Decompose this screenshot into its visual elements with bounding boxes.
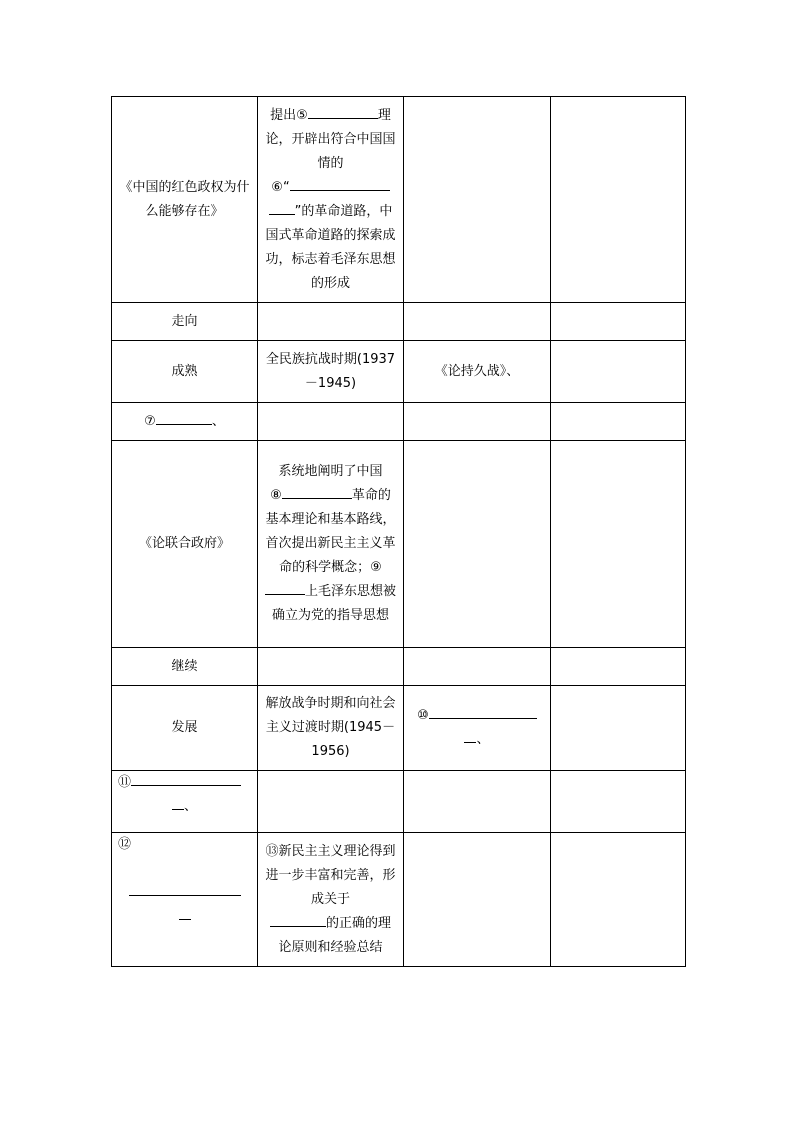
stage-label-cell [112,341,258,403]
empty-cell [258,303,404,341]
circled-number: ⑪ [118,775,132,790]
circled-number: ⑨ [370,560,382,575]
stage-label: 成熟 [171,363,198,379]
empty-cell [404,403,551,441]
outline-table [111,96,686,967]
circled-number: ⑦ [144,413,156,429]
empty-cell [258,648,404,686]
text-segment: 的正确的理论原则和经验总结 [278,915,391,955]
table-row [112,771,686,833]
text-segment: 、 [476,732,490,747]
fill-blank-5[interactable] [308,104,378,119]
fill-blank-11-cont[interactable] [172,795,184,810]
fill-blank-6[interactable] [290,176,390,191]
significance-cell [258,833,404,967]
text-segment: ⑥“ [271,179,290,195]
table-row [112,341,686,403]
significance-cell [258,441,404,648]
empty-cell [551,303,686,341]
period-text: 解放战争时期和向社会主义过渡时期(1945－1956) [265,696,396,759]
circled-number: ⑫ [118,837,132,852]
empty-cell [404,441,551,648]
blank-entry-cell [112,833,258,967]
stage-label: 发展 [171,720,198,735]
fill-blank-13[interactable] [270,912,326,927]
empty-cell [404,97,551,303]
empty-cell [551,97,686,303]
fill-blank-9[interactable] [265,580,305,595]
works-cell [404,686,551,771]
fill-blank-8[interactable] [282,484,352,499]
empty-cell [258,771,404,833]
table-row [112,648,686,686]
work-title: 《论联合政府》 [138,536,230,551]
work-title-cell [112,97,258,303]
blank-entry-cell [112,771,258,833]
work-title-cell [112,441,258,648]
period-cell [258,341,404,403]
fill-blank-12-cont[interactable] [179,905,191,920]
empty-cell [551,341,686,403]
text-segment: 提出⑤ [270,107,308,123]
work-title: 《中国的红色政权为什么能够存在》 [119,179,250,219]
stage-label: 继续 [171,658,198,674]
stage-label-cell [112,303,258,341]
table-row [112,303,686,341]
circled-number: ⑧ [270,488,282,503]
works-text: 《论持久战》、 [434,363,520,379]
period-cell [258,686,404,771]
fill-blank-10-cont[interactable] [464,728,476,743]
period-text: 全民族抗战时期(1937－1945) [265,351,396,391]
stage-label-cell [112,648,258,686]
blank-entry-cell [112,403,258,441]
empty-cell [551,833,686,967]
text-segment: ”的革命道路，中国式革命道路的探索成功，标志着毛泽东思想的形成 [265,203,396,291]
text-segment: 、 [183,799,197,814]
text-segment: 革命的基本理论和基本路线，首次提出新民主主义革命的科学概念； [265,488,396,575]
text-segment: 上毛泽东思想被确立为党的指导思想 [271,584,396,623]
text-segment: 、 [211,413,225,429]
text-segment: 新民主主义理论得到进一步丰富和完善，形成关于 [265,843,396,907]
empty-cell [404,833,551,967]
empty-cell [258,403,404,441]
works-cell [404,341,551,403]
empty-cell [551,648,686,686]
fill-blank-12[interactable] [129,881,241,896]
empty-cell [404,771,551,833]
stage-label-cell [112,686,258,771]
table-row [112,686,686,771]
empty-cell [404,303,551,341]
fill-blank-6-cont[interactable] [269,200,295,215]
empty-cell [404,648,551,686]
empty-cell [551,441,686,648]
fill-blank-10[interactable] [429,704,537,719]
text-segment: 系统地阐明了中国 [278,464,383,479]
table-row [112,97,686,303]
circled-number: ⑬ [265,843,279,859]
stage-label: 走向 [171,313,198,329]
table-row [112,403,686,441]
table-row [112,833,686,967]
significance-cell [258,97,404,303]
text-segment: 理论，开辟出符合中国国情的 [265,107,396,171]
table-row [112,441,686,648]
empty-cell [551,403,686,441]
empty-cell [551,771,686,833]
fill-blank-7[interactable] [156,410,212,425]
fill-blank-11[interactable] [131,771,241,786]
circled-number: ⑩ [417,708,429,723]
empty-cell [551,686,686,771]
